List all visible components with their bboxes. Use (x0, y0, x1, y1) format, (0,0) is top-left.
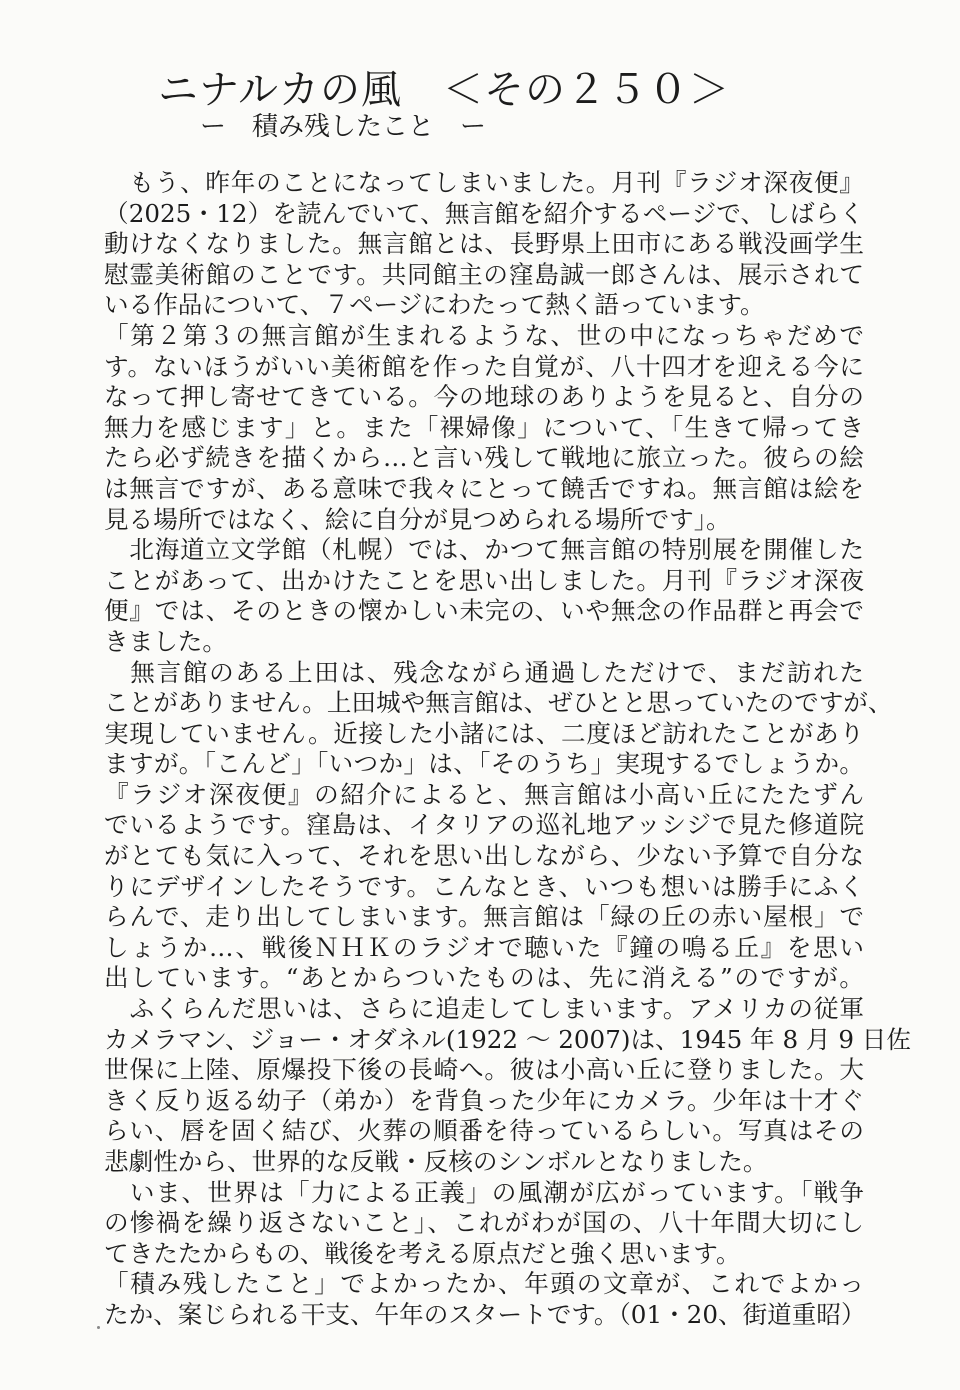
page-subtitle: ー 積み残したこと ー (200, 112, 487, 142)
page-title: ニナルカの風 ＜その２５０＞ (158, 67, 730, 113)
text-line: でいるようです。窪島は、イタリアの巡礼地アッシジで見た修道院 (104, 810, 864, 840)
text-line: 『ラジオ深夜便』の紹介によると、無言館は小高い丘にたたずん (104, 779, 864, 809)
text-line: もう、昨年のことになってしまいました。月刊『ラジオ深夜便』 (104, 168, 864, 197)
text-line: 悲劇性から、世界的な反戦・反核のシンボルとなりました。 (104, 1147, 768, 1176)
text-line: 世保に上陸、原爆投下後の長崎へ。彼は小高い丘に登りました。大 (104, 1055, 864, 1085)
text-line: いる作品について、７ページにわたって熱く語っています。 (104, 290, 765, 320)
text-line: ことがあって、出かけたことを思い出しました。月刊『ラジオ深夜 (104, 565, 864, 595)
text-line: きく反り返る幼子（弟か）を背負った少年にカメラ。少年は十才ぐ (104, 1085, 864, 1115)
text-line: ますが。「こんど」「いつか」は、「そのうち」実現するでしょうか。 (104, 749, 864, 779)
text-line: 無言館のある上田は、残念ながら通過しただけで、まだ訪れた (104, 657, 864, 687)
text-line: しょうか…、戦後ＮＨＫのラジオで聴いた『鐘の鳴る丘』を思い (104, 932, 864, 962)
text-line: 動けなくなりました。無言館とは、長野県上田市にある戦没画学生 (104, 229, 864, 259)
text-line: きました。 (104, 626, 227, 656)
text-line: 「第２第３の無言館が生まれるような、世の中になっちゃだめで (104, 320, 864, 350)
text-line: りにデザインしたそうです。こんなとき、いつも想いは勝手にふく (104, 871, 864, 901)
text-line: てきたたからもの、戦後を考える原点だと強く思います。 (104, 1238, 741, 1268)
text-line: 慰霊美術館のことです。共同館主の窪島誠一郎さんは、展示されて (104, 259, 864, 289)
text-line: らい、唇を固く結び、火葬の順番を待っているらしい。写真はその (104, 1116, 864, 1146)
text-line: ことがありません。上田城や無言館は、ぜひとと思っていたのですが、 (104, 688, 893, 718)
text-line: 北海道立文学館（札幌）では、かつて無言館の特別展を開催した (104, 535, 864, 565)
scan-speck (97, 1326, 100, 1329)
text-line: 便』では、そのときの懐かしい未完の、いや無念の作品群と再会で (104, 596, 864, 626)
text-line: 実現していません。近接した小諸には、二度ほど訪れたことがあり (104, 718, 864, 748)
text-line: たか、案じられる干支、午年のスタートです。（01・20、街道重昭） (104, 1299, 866, 1329)
text-line: 出しています。“あとからついたものは、先に消える”のですが。 (104, 963, 864, 993)
text-line: は無言ですが、ある意味で我々にとって饒舌ですね。無言館は絵を (104, 473, 864, 503)
text-line: らんで、走り出してしまいます。無言館は「緑の丘の赤い屋根」で (104, 902, 864, 932)
text-line: いま、世界は「力による正義」の風潮が広がっています。「戦争 (104, 1177, 864, 1207)
text-line: カメラマン、ジョー・オダネル(1922 ～ 2007)は、1945 年 8 月 9 日佐 (104, 1024, 911, 1054)
text-line: たら必ず続きを描くから…と言い残して戦地に旅立った。彼らの絵 (104, 443, 864, 473)
text-line: す。ないほうがいい美術館を作った自覚が、八十四才を迎える今に (104, 351, 864, 381)
text-line: （2025・12）を読んでいて、無言館を紹介するページで、しばらく (104, 198, 864, 228)
text-line: ふくらんだ思いは、さらに追走してしまいます。アメリカの従軍 (104, 994, 864, 1024)
text-line: 無力を感じます」と。また「裸婦像」について、「生きて帰ってき (104, 412, 864, 442)
text-line: なって押し寄せてきている。今の地球のありようを見ると、自分の (104, 382, 864, 412)
text-line: 見る場所ではなく、絵に自分が見つめられる場所です」。 (104, 504, 731, 534)
text-line: の惨禍を繰り返さないこと」、これがわが国の、八十年間大切にし (104, 1208, 864, 1238)
essay-body (104, 168, 911, 1331)
text-line: がとても気に入って、それを思い出しながら、少ない予算で自分な (104, 841, 864, 871)
text-line: 「積み残したこと」でよかったか、年頭の文章が、これでよかっ (104, 1269, 864, 1299)
